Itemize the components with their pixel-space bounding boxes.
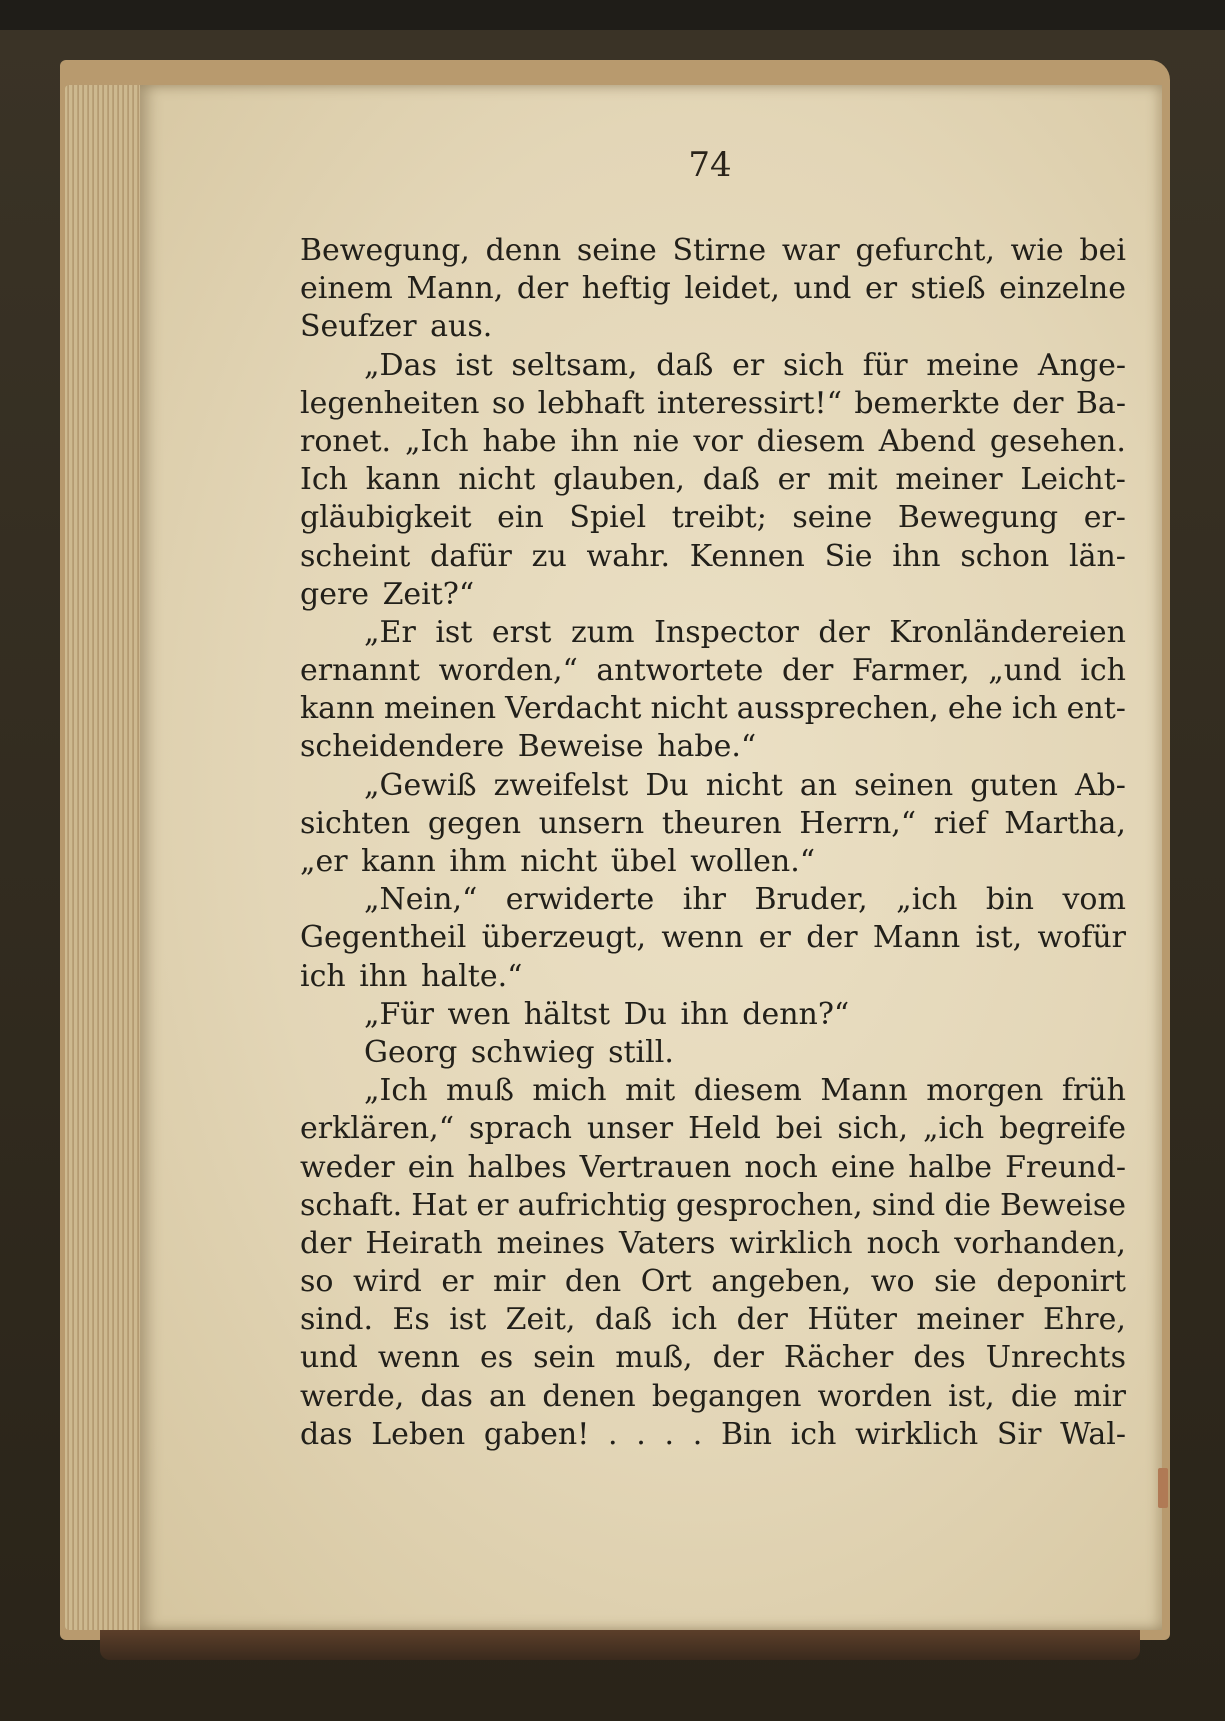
word: erklären,“ [300, 1111, 455, 1147]
word: ronet. [300, 423, 392, 459]
word: das [300, 1416, 353, 1452]
word: Kronländereien [889, 614, 1126, 650]
word: daß [594, 1302, 653, 1338]
word: rief [933, 805, 987, 841]
word: ihn [570, 423, 619, 459]
word: es [479, 1340, 514, 1376]
word: vor [693, 423, 743, 459]
word: halbe [908, 1149, 993, 1185]
word: und [300, 1340, 358, 1376]
word: werde, [300, 1378, 405, 1414]
word: sind [871, 1187, 936, 1223]
word: und [793, 271, 852, 307]
text-line [300, 919, 1126, 957]
word: ich [300, 958, 346, 994]
word: deponirt [996, 1264, 1126, 1300]
word: guten [970, 767, 1058, 803]
word: glauben, [553, 462, 685, 498]
text-line [300, 614, 1126, 652]
word: mit [625, 1073, 676, 1109]
word: bemerkte [854, 385, 1000, 421]
word: Hüter [807, 1302, 897, 1338]
word: sie [934, 1264, 977, 1300]
word: gesprochen, [675, 1187, 863, 1223]
word: der [300, 1225, 352, 1261]
text-line [300, 1339, 1126, 1377]
word: „Nein,“ [364, 882, 478, 918]
word: Du [645, 767, 689, 803]
word: Du [623, 996, 667, 1032]
word: kann [365, 462, 441, 498]
word: die [1010, 1378, 1058, 1414]
text-line [300, 1416, 1126, 1454]
word: stieß [910, 271, 986, 307]
word: sein [533, 1340, 596, 1376]
word: wofür [1037, 920, 1126, 956]
word: diesem [693, 1073, 802, 1109]
word: morgen [926, 1073, 1044, 1109]
word: denen [542, 1378, 636, 1414]
word: wenn [661, 920, 744, 956]
word: übel [610, 844, 677, 879]
word: mich [532, 1073, 607, 1109]
word: Bin [721, 1416, 772, 1452]
word: überzeugt, [481, 920, 646, 956]
word: ich [790, 1416, 837, 1452]
word: worden,“ [438, 653, 578, 689]
word: Held [688, 1111, 761, 1147]
word: scheint [300, 538, 411, 574]
word: daß [656, 347, 714, 383]
word: wahr. [586, 538, 671, 574]
word: län- [1068, 538, 1126, 574]
word: Mann, [406, 271, 504, 307]
word: Mann [872, 920, 961, 956]
word: diesem [756, 423, 865, 459]
text-line [300, 996, 1126, 1034]
word: er- [1083, 500, 1126, 536]
word: antwortete [596, 653, 764, 689]
word: Stirne [672, 233, 767, 268]
word: einem [300, 271, 393, 307]
word: denn?“ [742, 996, 850, 1032]
word: früh [1061, 1073, 1126, 1109]
word: . [664, 1416, 675, 1452]
word: wen [447, 996, 511, 1032]
word: unsern [538, 805, 645, 841]
word: Leben [371, 1416, 466, 1452]
word: er [476, 1187, 509, 1223]
word: ent- [1066, 691, 1126, 727]
word: den [564, 1264, 622, 1300]
word: „ich [922, 1111, 985, 1147]
word: ihm [449, 844, 507, 879]
word: mir [1073, 1378, 1126, 1414]
text-line [300, 1263, 1126, 1301]
word: Leicht- [1020, 462, 1126, 498]
text-line [300, 423, 1126, 461]
word: meiner [916, 1302, 1024, 1338]
text-line [300, 1110, 1126, 1148]
cover-bottom-edge [100, 1630, 1140, 1660]
text-line [300, 385, 1126, 423]
word: habe [482, 423, 557, 459]
word: schaft. [300, 1187, 403, 1223]
word: Hat [411, 1187, 468, 1223]
word: ist [449, 1302, 487, 1338]
word: der [781, 653, 834, 689]
word: vorhanden, [954, 1225, 1126, 1261]
word: ich [1011, 691, 1058, 727]
word: muß [446, 1073, 514, 1109]
word: so [300, 1264, 334, 1300]
word: Georg [364, 1034, 458, 1070]
word: Sie [824, 538, 873, 574]
word: Zeit, [505, 1302, 576, 1338]
word: kann [300, 691, 375, 727]
word: nie [632, 423, 680, 459]
word: ihn [359, 958, 408, 994]
word: seine [576, 233, 657, 268]
word: sichten [300, 805, 411, 841]
word: „ich [896, 882, 958, 918]
text-line [300, 958, 1126, 996]
word: Es [392, 1302, 430, 1338]
word: nicht [650, 691, 728, 727]
word: ist, [975, 920, 1023, 956]
word: sich, [837, 1111, 908, 1147]
word: ihn [892, 538, 941, 574]
word: an [799, 767, 838, 803]
word: habe.“ [657, 729, 757, 765]
text-line [300, 1149, 1126, 1187]
word: „und [988, 653, 1062, 689]
word: nicht [705, 767, 783, 803]
word: schon [960, 538, 1050, 574]
word: mit [827, 462, 878, 498]
word: ihn [680, 996, 729, 1032]
word: der [516, 271, 569, 307]
word: Verdacht [505, 691, 642, 727]
word: ehe [947, 691, 1003, 727]
word: wie [1010, 233, 1064, 268]
word: ein [407, 1149, 455, 1185]
text-line [300, 843, 1126, 881]
word: erst [491, 614, 552, 650]
word: „Das [364, 347, 437, 383]
text-line [300, 728, 1126, 766]
word: gefurcht, [855, 233, 995, 268]
word: ich [1080, 653, 1126, 689]
word: Ange- [1037, 347, 1126, 383]
word: ist [435, 614, 473, 650]
word: er [758, 920, 791, 956]
text-line [300, 308, 1126, 346]
word: Ab- [1074, 767, 1126, 803]
word: heftig [581, 271, 671, 307]
text-line [300, 461, 1126, 499]
word: sprach [469, 1111, 572, 1147]
word: Ich [300, 462, 348, 498]
word: interessirt!“ [656, 385, 842, 421]
word: Spiel [569, 500, 647, 536]
text-line [300, 347, 1126, 385]
word: sich [782, 347, 845, 383]
word: halbes [467, 1149, 567, 1185]
text-line [300, 805, 1126, 843]
word: schwieg [470, 1034, 595, 1070]
word: Bewegung [897, 500, 1059, 536]
word: gläubigkeit [300, 500, 472, 536]
word: Bruder, [754, 882, 868, 918]
word: gere [300, 576, 370, 612]
word: dafür [430, 538, 512, 574]
word: er [777, 462, 810, 498]
word: ihr [682, 882, 726, 918]
word: angeben, [711, 1264, 852, 1300]
word: Inspector [654, 614, 799, 650]
word: Herrn,“ [799, 805, 917, 841]
bookmark-tab [1158, 1468, 1168, 1508]
word: gegen [427, 805, 522, 841]
word: Mann [820, 1073, 908, 1109]
word: Abend [878, 423, 976, 459]
body-text [300, 232, 1126, 1454]
word: die [944, 1187, 991, 1223]
word: der [806, 920, 858, 956]
text-line [300, 499, 1126, 537]
word: noch [866, 1225, 941, 1261]
word: denn [485, 233, 562, 268]
word: legenheiten [300, 385, 480, 421]
word: zum [570, 614, 635, 650]
word: theuren [661, 805, 782, 841]
word: scheidendere [300, 729, 505, 765]
word: wirklich [729, 1225, 853, 1261]
word: gaben! [483, 1416, 590, 1452]
word: Ehre, [1043, 1302, 1126, 1338]
word: still. [608, 1034, 674, 1070]
word: wollen.“ [690, 844, 816, 879]
word: begreife [999, 1111, 1126, 1147]
word: nicht [520, 844, 598, 879]
word: mir [493, 1264, 546, 1300]
word: des [913, 1340, 966, 1376]
word: nicht [458, 462, 536, 498]
word: seine [792, 500, 873, 536]
word: hältst [523, 996, 611, 1032]
text-line [300, 690, 1126, 728]
word: Ort [640, 1264, 692, 1300]
text-line [300, 270, 1126, 308]
word: Vaters [619, 1225, 716, 1261]
word: Vertrauen [579, 1149, 732, 1185]
word: seltsam, [511, 347, 638, 383]
word: lebhaft [537, 385, 645, 421]
word: meines [496, 1225, 605, 1261]
word: Zeit?“ [382, 576, 475, 612]
word: Rächer [783, 1340, 894, 1376]
text-line [300, 1225, 1126, 1263]
word: bin [985, 882, 1034, 918]
word: der [712, 1340, 764, 1376]
word: gesehen. [989, 423, 1126, 459]
word: ich [671, 1302, 718, 1338]
word: . [636, 1416, 646, 1452]
word: aussprechen, [736, 691, 939, 727]
word: „er [300, 844, 348, 879]
word: Unrechts [985, 1340, 1126, 1376]
word: Wal- [1060, 1416, 1126, 1452]
word: begangen [651, 1378, 802, 1414]
word: Beweise [517, 729, 644, 765]
word: zweifelst [493, 767, 629, 803]
word: Seufzer [300, 309, 417, 345]
word: weder [300, 1149, 395, 1185]
word: daß [702, 462, 760, 498]
word: ist [455, 347, 493, 383]
word: seinen [854, 767, 954, 803]
word: unser [586, 1111, 674, 1147]
word: Kennen [689, 538, 805, 574]
word: er [864, 271, 898, 307]
word: . [692, 1416, 703, 1452]
word: meiner [895, 462, 1003, 498]
text-line [300, 576, 1126, 614]
text-line [300, 1301, 1126, 1339]
text-line [300, 1072, 1126, 1110]
word: erwiderte [505, 882, 655, 918]
word: muß, [615, 1340, 693, 1376]
word: ein [497, 500, 544, 536]
word: wo [870, 1264, 915, 1300]
word: „Ich [364, 1073, 428, 1109]
word: aus. [430, 309, 493, 345]
word: . [608, 1416, 618, 1452]
word: Heirath [365, 1225, 483, 1261]
word: der [736, 1302, 788, 1338]
page-number: 74 [688, 145, 732, 185]
text-line [300, 538, 1126, 576]
text-line [300, 1034, 1126, 1072]
word: treibt; [671, 500, 767, 536]
text-line [300, 881, 1126, 919]
word: so [491, 385, 526, 421]
text-line [300, 1187, 1126, 1225]
word: „Gewiß [364, 767, 477, 803]
word: das [420, 1378, 473, 1414]
word: „Ich [405, 423, 469, 459]
text-line [300, 767, 1126, 805]
word: „Er [364, 614, 416, 650]
word: aufrichtig [517, 1187, 667, 1223]
word: eine [830, 1149, 896, 1185]
word: bei [1079, 233, 1126, 268]
word: einzelne [999, 271, 1126, 307]
word: zu [531, 538, 567, 574]
word: er [732, 347, 765, 383]
word: halte.“ [420, 958, 523, 994]
word: der [1012, 385, 1064, 421]
word: wird [353, 1264, 422, 1300]
word: Sir [996, 1416, 1042, 1452]
word: für [862, 347, 908, 383]
word: Martha, [1004, 805, 1126, 841]
word: vom [1062, 882, 1126, 918]
word: sind. [300, 1302, 374, 1338]
word: kann [361, 844, 436, 879]
word: ist, [948, 1378, 995, 1414]
word: meine [926, 347, 1020, 383]
word: der [818, 614, 870, 650]
word: an [489, 1378, 527, 1414]
word: leidet, [684, 271, 780, 307]
text-line [300, 1378, 1126, 1416]
word: Gegentheil [300, 920, 467, 956]
word: er [441, 1264, 474, 1300]
word: „Für [364, 996, 435, 1032]
word: noch [744, 1149, 818, 1185]
word: Freund- [1005, 1149, 1126, 1185]
text-line [300, 232, 1126, 270]
word: Farmer, [851, 653, 970, 689]
word: Bewegung, [300, 233, 470, 268]
word: meinen [383, 691, 497, 727]
word: war [781, 233, 840, 268]
word: bei [775, 1111, 823, 1147]
word: Ba- [1075, 385, 1126, 421]
word: wenn [377, 1340, 460, 1376]
word: worden [817, 1378, 933, 1414]
word: wirklich [855, 1416, 979, 1452]
word: ernannt [300, 653, 420, 689]
text-line [300, 652, 1126, 690]
word: Beweise [1000, 1187, 1126, 1223]
